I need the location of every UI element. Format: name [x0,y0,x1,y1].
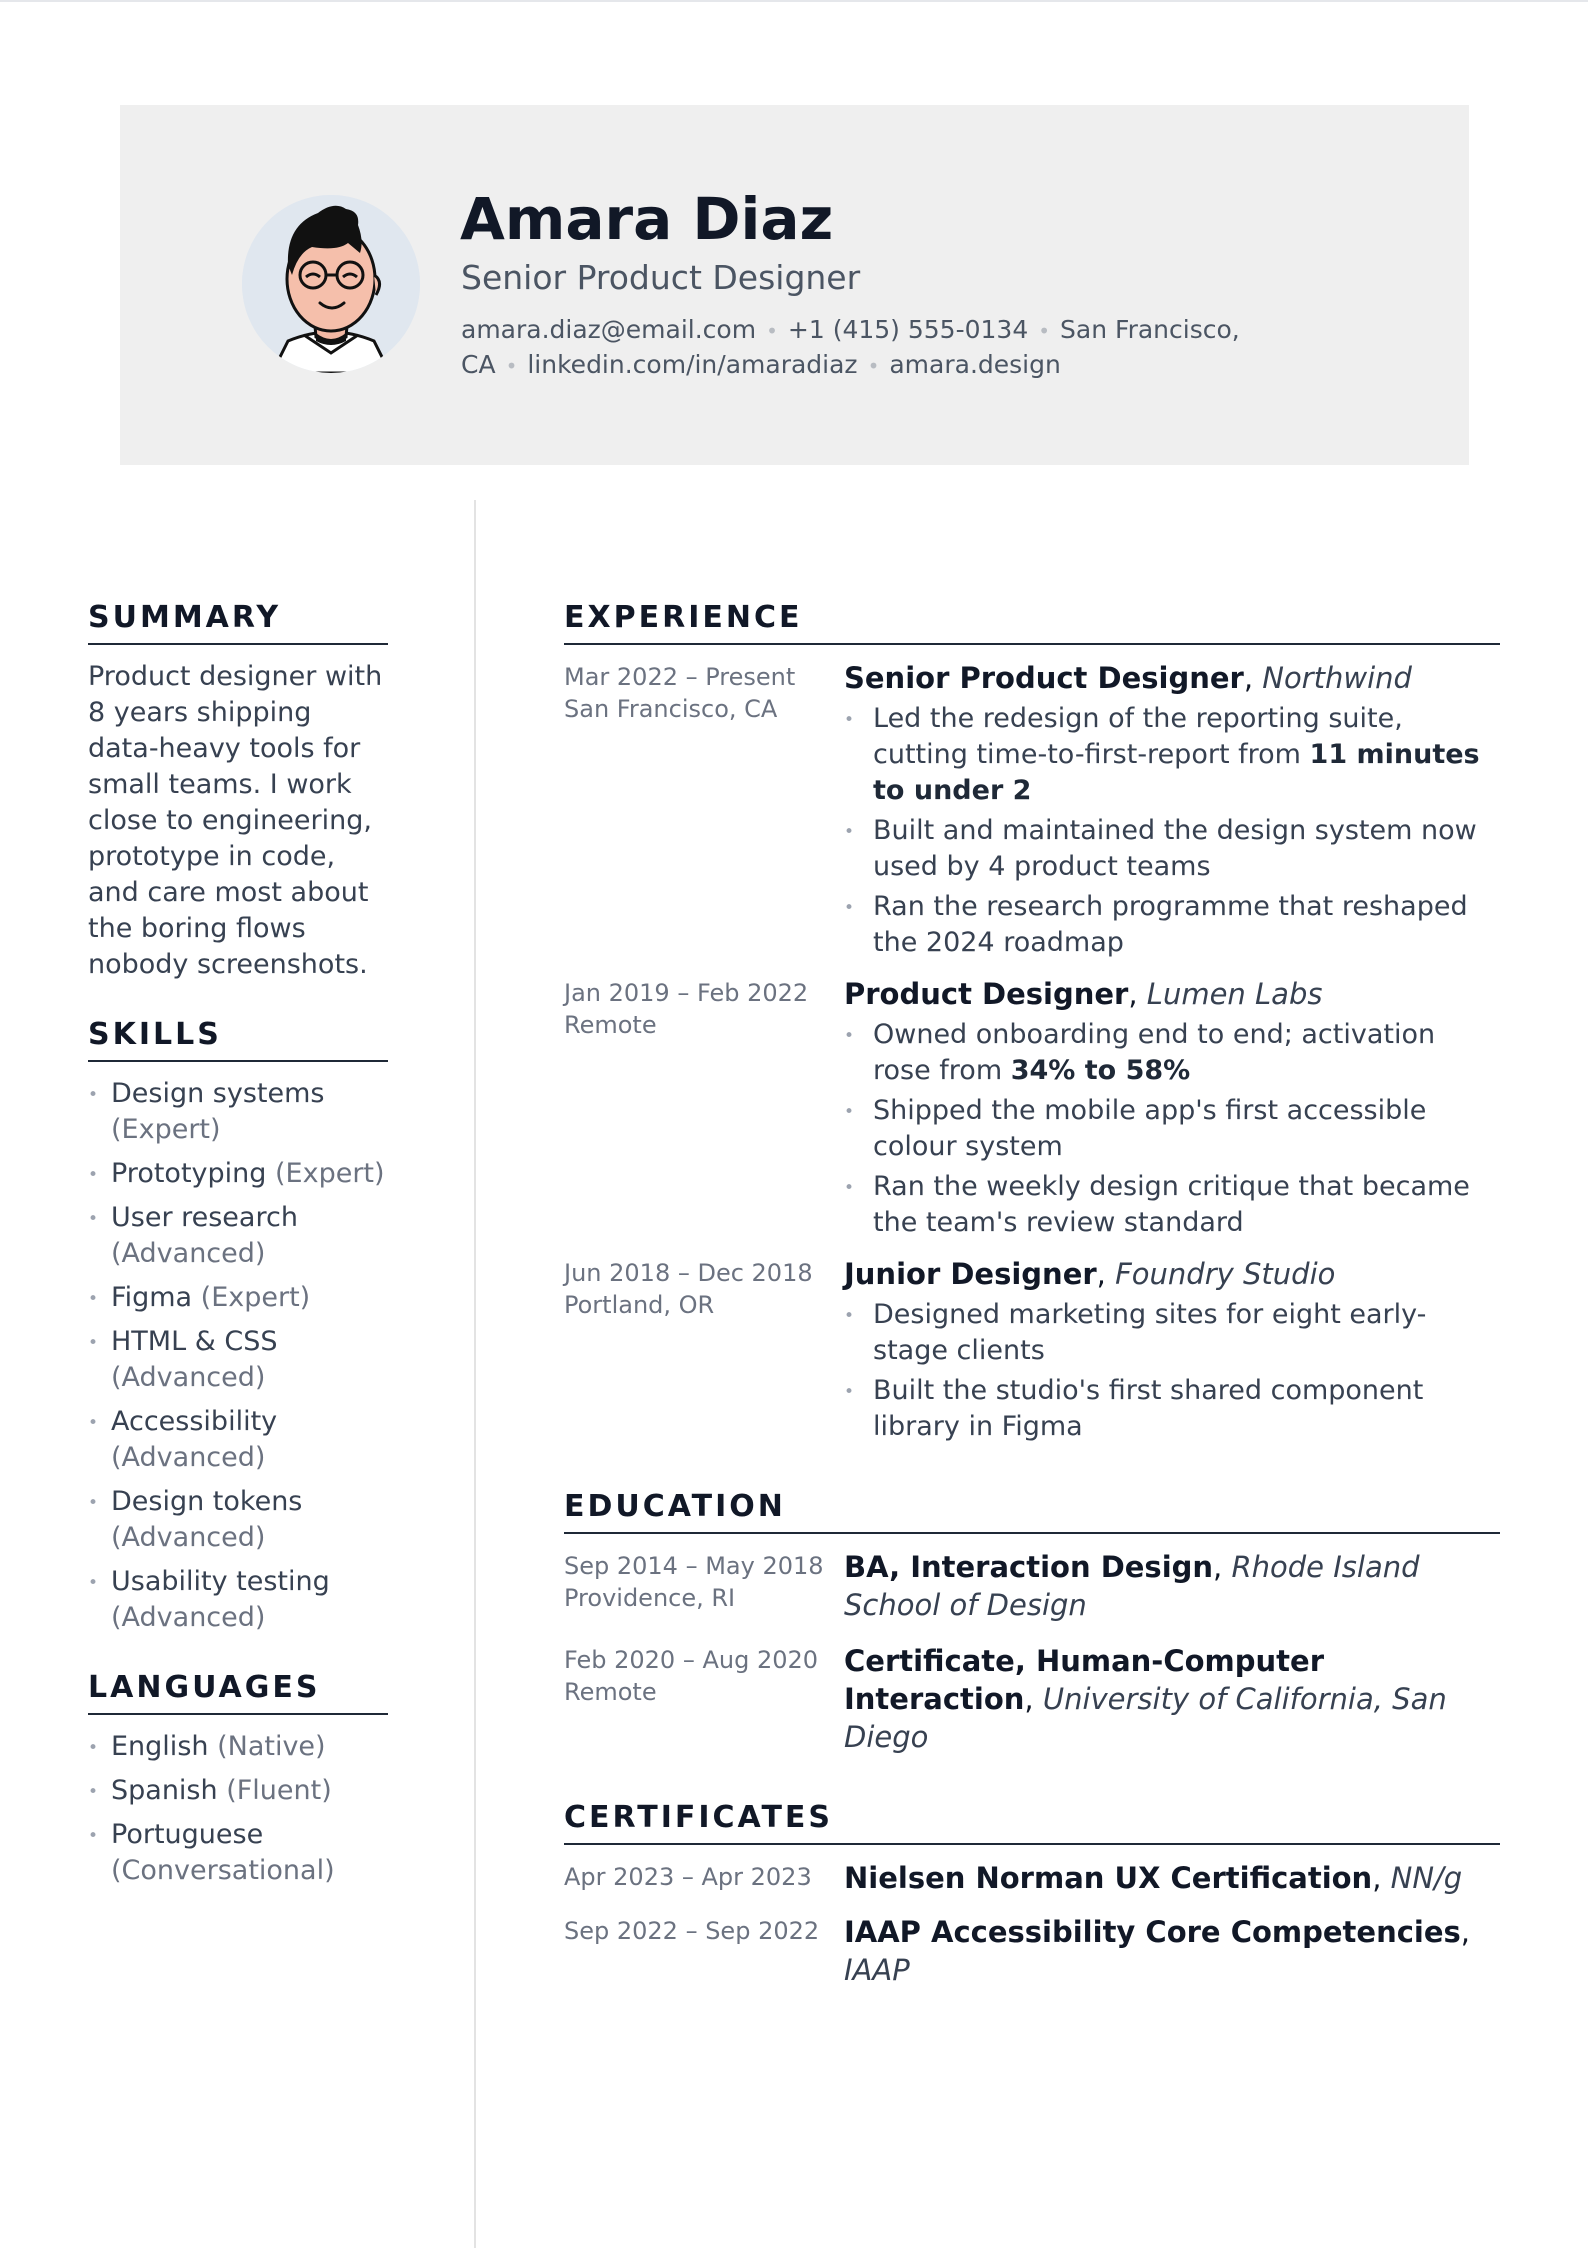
entry-meta [564,1550,834,1614]
degree-title: Certificate, Human-Computer Interaction [844,1644,1325,1716]
entry-meta [564,1861,834,1893]
entry-bullets [844,1297,1500,1445]
entry-dates: Jan 2019 – Feb 2022 [564,979,809,1007]
skill-item: • Design tokens (Advanced) [88,1484,388,1556]
skill-item: • Design systems (Expert) [88,1076,388,1148]
entry-location: Remote [564,1678,657,1706]
bullet-item: • Built and maintained the design system now used by 4 product teams [844,813,1500,885]
company-name: Foundry Studio [1115,1257,1336,1291]
avatar [242,195,420,373]
entry-dates: Mar 2022 – Present [564,663,796,691]
languages-list [88,1729,388,1889]
contact-line-2 [461,348,1261,383]
bullet-item: • Owned onboarding end to end; activation rose from 34% to 58% [844,1017,1500,1089]
company-name: Northwind [1262,661,1412,695]
skill-item: • Accessibility (Advanced) [88,1404,388,1476]
bullet-item: • Led the redesign of the reporting suite, cutting time-to-first-report from 11 minutes to under 2 [844,701,1500,809]
resume-header [120,105,1469,465]
separator-dot: • [867,354,880,378]
certificate-title: IAAP Accessibility Core Competencies [844,1915,1461,1949]
skill-item: • HTML & CSS (Advanced) [88,1324,388,1396]
main-column [564,600,1500,1989]
entry-meta [564,661,834,725]
experience-entry [564,659,1500,961]
education-entry [564,1642,1500,1756]
summary-text: Product designer with 8 years shipping data-heavy tools for small teams. I work close to engineering, prototype in code, and care most about the boring flows nobody screenshots. [88,661,383,980]
avatar-illustration-icon [242,195,420,373]
bullet-item: • Ran the weekly design critique that became the team's review standard [844,1169,1500,1241]
skill-item: • Prototyping (Expert) [88,1156,388,1192]
skills-list [88,1076,388,1636]
entry-meta [564,1644,834,1708]
issuer-name: NN/g [1390,1861,1463,1895]
contact-info [461,313,1261,383]
entry-heading: Junior Designer, Foundry Studio [844,1257,1336,1291]
company-name: Lumen Labs [1146,977,1323,1011]
experience-entry [564,1255,1500,1445]
bullet-item: • Designed marketing sites for eight early-stage clients [844,1297,1500,1369]
bullet-item: • Built the studio's first shared component library in Figma [844,1373,1500,1445]
entry-heading: IAAP Accessibility Core Competencies, IAAP [844,1915,1471,1987]
location-text-cont: CA [461,350,496,379]
column-divider [474,500,476,2248]
skill-item: • Usability testing (Advanced) [88,1564,388,1636]
degree-title: BA, Interaction Design [844,1550,1214,1584]
candidate-role: Senior Product Designer [461,258,861,297]
email-link[interactable]: amara.diaz@email.com [461,315,757,344]
skill-item: • User research (Advanced) [88,1200,388,1272]
separator-dot: • [1038,319,1051,343]
languages-heading: LANGUAGES [88,1670,388,1715]
bullet-item: • Ran the research programme that reshaped the 2024 roadmap [844,889,1500,961]
skill-item: • Figma (Expert) [88,1280,388,1316]
entry-heading: Senior Product Designer, Northwind [844,661,1412,695]
entry-location: Providence, RI [564,1584,736,1612]
separator-dot: • [766,319,778,343]
education-entry [564,1548,1500,1624]
entry-location: San Francisco, CA [564,695,778,723]
certificate-title: Nielsen Norman UX Certification [844,1861,1373,1895]
contact-line-1 [461,313,1261,348]
education-heading: EDUCATION [564,1489,1500,1534]
language-item: • Spanish (Fluent) [88,1773,388,1809]
entry-dates: Sep 2022 – Sep 2022 [564,1917,820,1945]
summary-heading: SUMMARY [88,600,388,645]
institution-name: University of California, San Diego [844,1682,1447,1754]
entry-location: Remote [564,1011,657,1039]
entry-dates: Apr 2023 – Apr 2023 [564,1863,812,1891]
institution-name: Rhode Island School of Design [844,1550,1420,1622]
entry-meta [564,977,834,1041]
entry-dates: Feb 2020 – Aug 2020 [564,1646,819,1674]
certificates-heading: CERTIFICATES [564,1800,1500,1845]
entry-dates: Sep 2014 – May 2018 [564,1552,824,1580]
phone-number[interactable]: +1 (415) 555-0134 [787,315,1029,344]
job-title: Senior Product Designer [844,661,1244,695]
language-item: • Portuguese (Conversational) [88,1817,388,1889]
experience-entry [564,975,1500,1241]
website-link[interactable]: amara.design [889,350,1061,379]
skills-heading: SKILLS [88,1017,388,1062]
location-text: San Francisco, [1060,315,1240,344]
certificate-entry [564,1859,1500,1897]
sidebar-column [88,600,388,1897]
entry-meta [564,1257,834,1321]
entry-meta [564,1915,834,1947]
linkedin-link[interactable]: linkedin.com/in/amaradiaz [527,350,858,379]
job-title: Product Designer [844,977,1129,1011]
issuer-name: IAAP [844,1953,910,1987]
language-item: • English (Native) [88,1729,388,1765]
entry-dates: Jun 2018 – Dec 2018 [564,1259,813,1287]
separator-dot: • [505,354,518,378]
entry-bullets [844,1017,1500,1241]
experience-heading: EXPERIENCE [564,600,1500,645]
entry-heading: Nielsen Norman UX Certification, NN/g [844,1861,1463,1895]
bullet-item: • Shipped the mobile app's first accessible colour system [844,1093,1500,1165]
entry-location: Portland, OR [564,1291,715,1319]
entry-bullets [844,701,1500,961]
candidate-name: Amara Diaz [460,185,834,253]
top-rule [0,0,1588,2]
entry-heading: Product Designer, Lumen Labs [844,977,1323,1011]
entry-heading: BA, Interaction Design, Rhode Island School of Design [844,1550,1420,1622]
job-title: Junior Designer [844,1257,1097,1291]
certificate-entry [564,1913,1500,1989]
entry-heading: Certificate, Human-Computer Interaction, University of California, San Diego [844,1644,1447,1754]
